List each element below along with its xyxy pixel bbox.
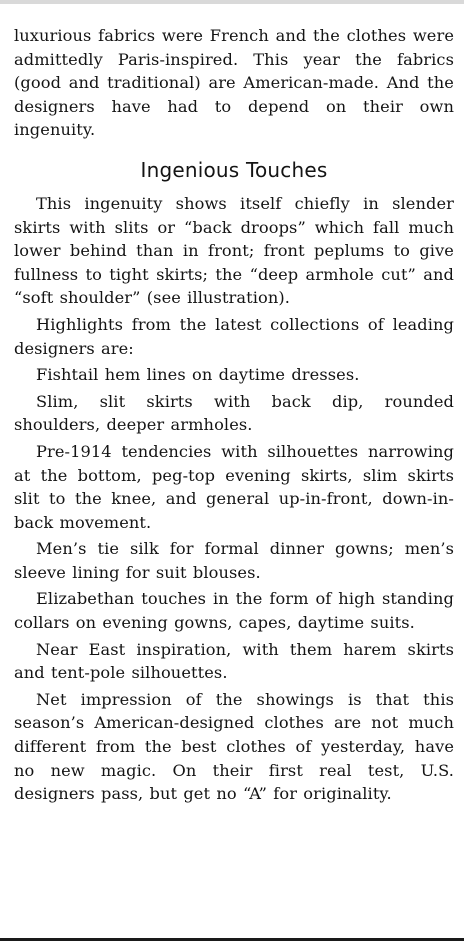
- paragraph-elizabethan: Elizabethan touches in the form of high standing collars on evening gowns, capes, daytime suits.: [14, 589, 454, 633]
- intro-paragraph: luxurious fabrics were French and the clothes were admittedly Paris-inspired. This year the fabrics (good and traditional) are American-made. And the designers have had to depend on their own ingenuity.: [14, 26, 454, 140]
- paragraph-net-impression: Net impression of the showings is that this season’s American-designed clothes are not much different from the best clothes of yesterday, have no new magic. On their first real test, U.S. designers pass, but get no “A” for originality.: [14, 689, 454, 804]
- paragraph-tie-silk: Men’s tie silk for formal dinner gowns; men’s sleeve lining for suit blouses.: [14, 539, 454, 582]
- paragraph-highlights: Highlights from the latest collections of leading designers are:: [14, 314, 454, 358]
- paragraph-ingenuity: This ingenuity shows itself chiefly in slender skirts with slits or “back droops” which fall much lower behind than in front; front peplums to give fullness to tight skirts; the “deep armhole cut” and “soft shoulder” (see illustration).: [14, 193, 454, 308]
- paragraph-pre-1914: Pre-1914 tendencies with silhouettes narrowing at the bottom, peg-top evening skirts, slim skirts slit to the knee, and general up-in-front, down-in-back movement.: [14, 441, 454, 532]
- section-heading: Ingenious Touches: [140, 157, 328, 182]
- paragraph-near-east: Near East inspiration, with them harem skirts and tent-pole silhouettes.: [14, 639, 454, 683]
- paragraph-slim-skirts: Slim, slit skirts with back dip, rounded shoulders, deeper armholes.: [14, 391, 454, 435]
- paragraph-fishtail: Fishtail hem lines on daytime dresses.: [36, 365, 360, 385]
- top-rule: [0, 0, 464, 4]
- bottom-rule: [0, 938, 464, 941]
- article-column: [14, 24, 454, 806]
